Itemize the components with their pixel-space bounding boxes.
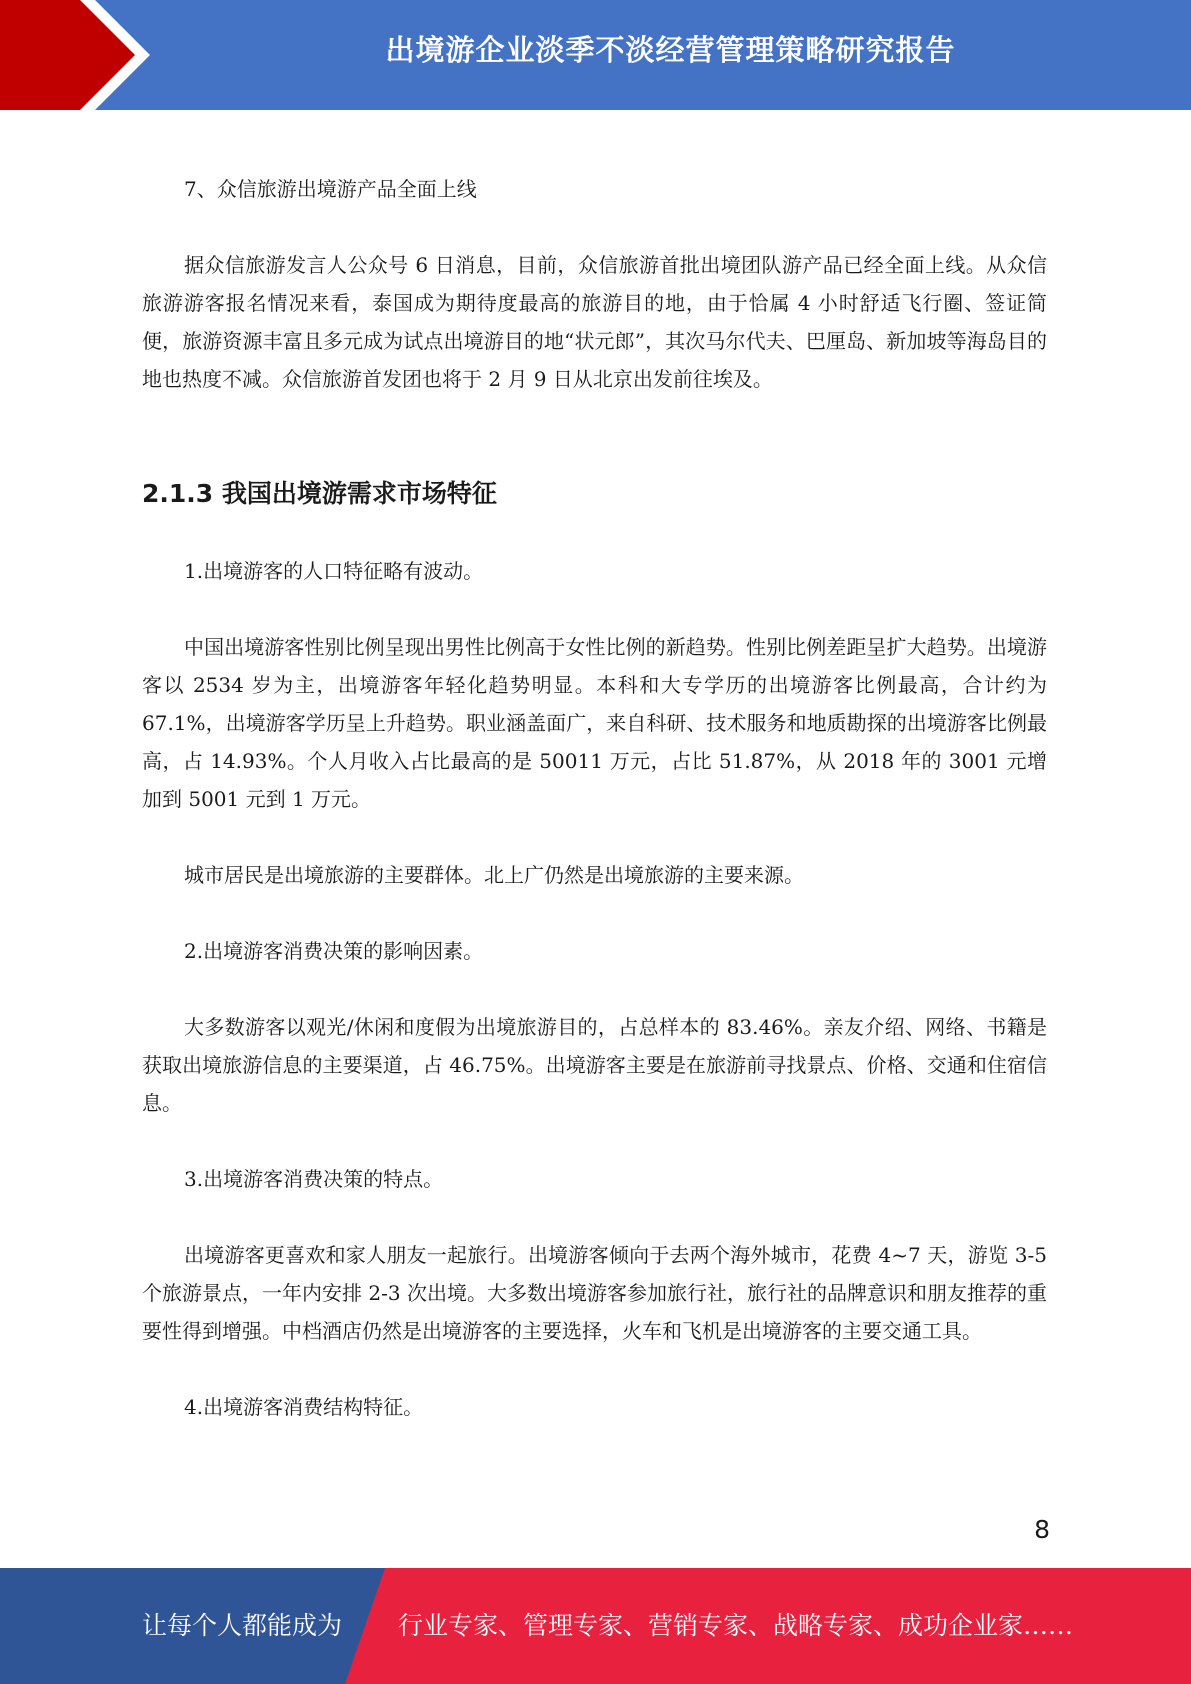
footer-slogan-left: 让每个人都能成为: [142, 1611, 343, 1640]
page-header: [0, 0, 1191, 110]
point1-title: 1.出境游客的人口特征略有波动。: [184, 559, 484, 583]
document-title: 出境游企业淡季不淡经营管理策略研究报告: [385, 33, 956, 67]
section-heading: 2.1.3 我国出境游需求市场特征: [142, 479, 497, 508]
page-content: [142, 170, 1047, 1426]
item7-title: 7、众信旅游出境游产品全面上线: [184, 177, 477, 201]
point2-title: 2.出境游客消费决策的影响因素。: [184, 939, 484, 963]
footer-slogan-right: 行业专家、管理专家、营销专家、战略专家、成功企业家……: [398, 1611, 1074, 1640]
page-number: 8: [1034, 1515, 1050, 1544]
page-footer: [0, 1568, 1191, 1684]
item7-body: 据众信旅游发言人公众号 6 日消息，目前，众信旅游首批出境团队游产品已经全面上线。从众信旅游游客报名情况来看，泰国成为期待度最高的旅游目的地，由于恰属 4 小时舒适飞行圈、签证简便，旅游资源丰富且多元成为试点出境游目的地“状元郎”，其次马尔代夫、巴厘岛、新加坡等海岛目的地也热度不减。众信旅游首发团也将于 2 月 9 日从北京出发前往埃及。: [142, 253, 1047, 391]
point2-body: 大多数游客以观光/休闲和度假为出境旅游目的，占总样本的 83.46%。亲友介绍、网络、书籍是获取出境旅游信息的主要渠道，占 46.75%。出境游客主要是在旅游前寻找景点、价格、交通和住宿信息。: [142, 1015, 1047, 1115]
point3-title: 3.出境游客消费决策的特点。: [184, 1167, 444, 1191]
point3-body: 出境游客更喜欢和家人朋友一起旅行。出境游客倾向于去两个海外城市，花费 4~7 天，游览 3-5 个旅游景点，一年内安排 2-3 次出境。大多数出境游客参加旅行社，旅行社的品牌意识和朋友推荐的重要性得到增强。中档酒店仍然是出境游客的主要选择，火车和飞机是出境游客的主要交通工具。: [142, 1243, 1047, 1343]
point1-body: 中国出境游客性别比例呈现出男性比例高于女性比例的新趋势。性别比例差距呈扩大趋势。出境游客以 2534 岁为主，出境游客年轻化趋势明显。本科和大专学历的出境游客比例最高，合计约为 67.1%，出境游客学历呈上升趋势。职业涵盖面广，来自科研、技术服务和地质勘探的出境游客比例最高，占 14.93%。个人月收入占比最高的是 50011 万元，占比 51.87%，从 2018 年的 3001 元增加到 5001 元到 1 万元。: [142, 635, 1047, 811]
point1-note: 城市居民是出境旅游的主要群体。北上广仍然是出境旅游的主要来源。: [184, 863, 804, 887]
point4-title: 4.出境游客消费结构特征。: [184, 1395, 424, 1419]
